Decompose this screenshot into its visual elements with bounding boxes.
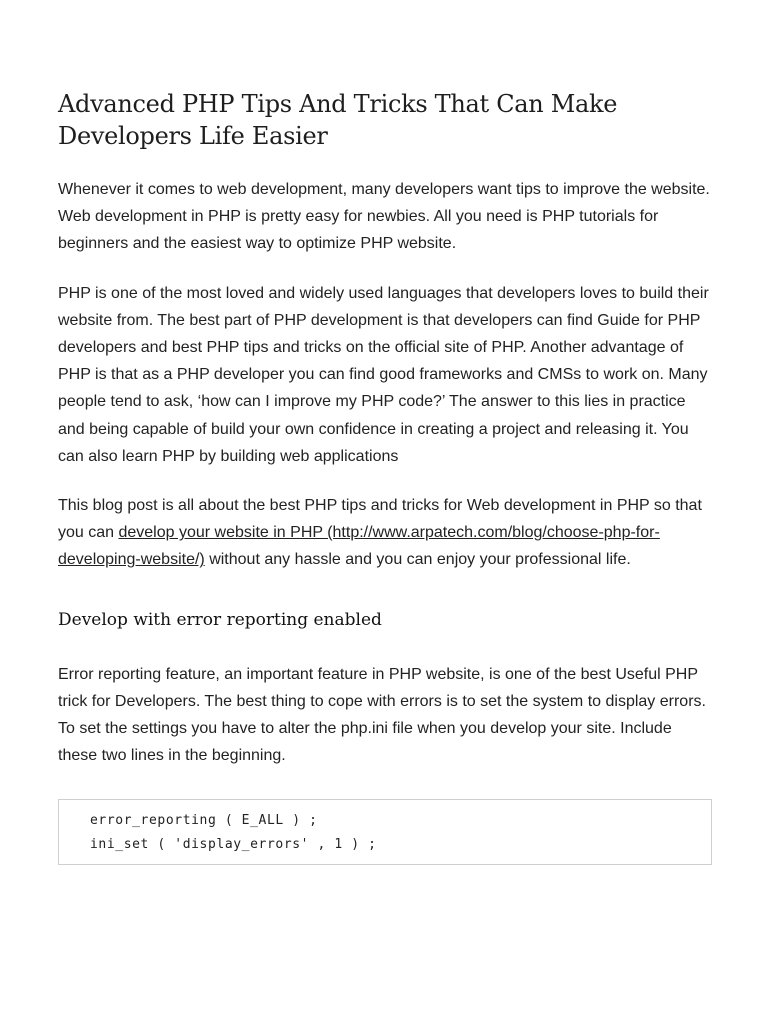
error-reporting-paragraph: Error reporting feature, an important feature in PHP website, is one of the best Useful PHP trick for Developers. The best thing to cope with errors is to set the system to display errors. To set the settings you have to alter the php.ini file when you develop your site. Include these two lines in the beginning. [58,665,706,765]
blog-purpose-text-after: without any hassle and you can enjoy your professional life. [204,551,631,569]
intro-paragraph: Whenever it comes to web development, many developers want tips to improve the website. Web development in PHP is pretty easy for newbies. All you need is PHP tutorials for beginners and the easiest way to optimize PHP website. [58,181,710,253]
blog-purpose-text-before: This blog post is all about the best PHP tips and tricks for Web development in PHP so that you can [58,497,702,542]
code-line: ini_set ( 'display_errors' , 1 ) ; [90,837,377,853]
article-title-line-1: Advanced PHP Tips And Tricks That Can Make [58,90,618,118]
article [58,88,712,865]
section-heading-error-reporting: Develop with error reporting enabled [58,609,382,630]
develop-website-link[interactable]: develop your website in PHP (http://www.arpatech.com/blog/choose-php-for-developing-website/) [58,524,660,569]
php-overview-paragraph: PHP is one of the most loved and widely used languages that developers loves to build their website from. The best part of PHP development is that developers can find Guide for PHP developers and best PHP tips and tricks on the official site of PHP. Another advantage of PHP is that as a PHP developer you can find good frameworks and CMSs to work on. Many people tend to ask, ‘how can I improve my PHP code?’ The answer to this lies in practice and being capable of build your own confidence in creating a project and releasing it. You can also learn PHP by building web applications [58,284,709,465]
article-title [58,88,712,152]
code-block [58,799,712,865]
article-title-line-2: Developers Life Easier [58,122,328,150]
code-line: error_reporting ( E_ALL ) ; [90,813,318,829]
blog-purpose-paragraph [58,492,712,574]
